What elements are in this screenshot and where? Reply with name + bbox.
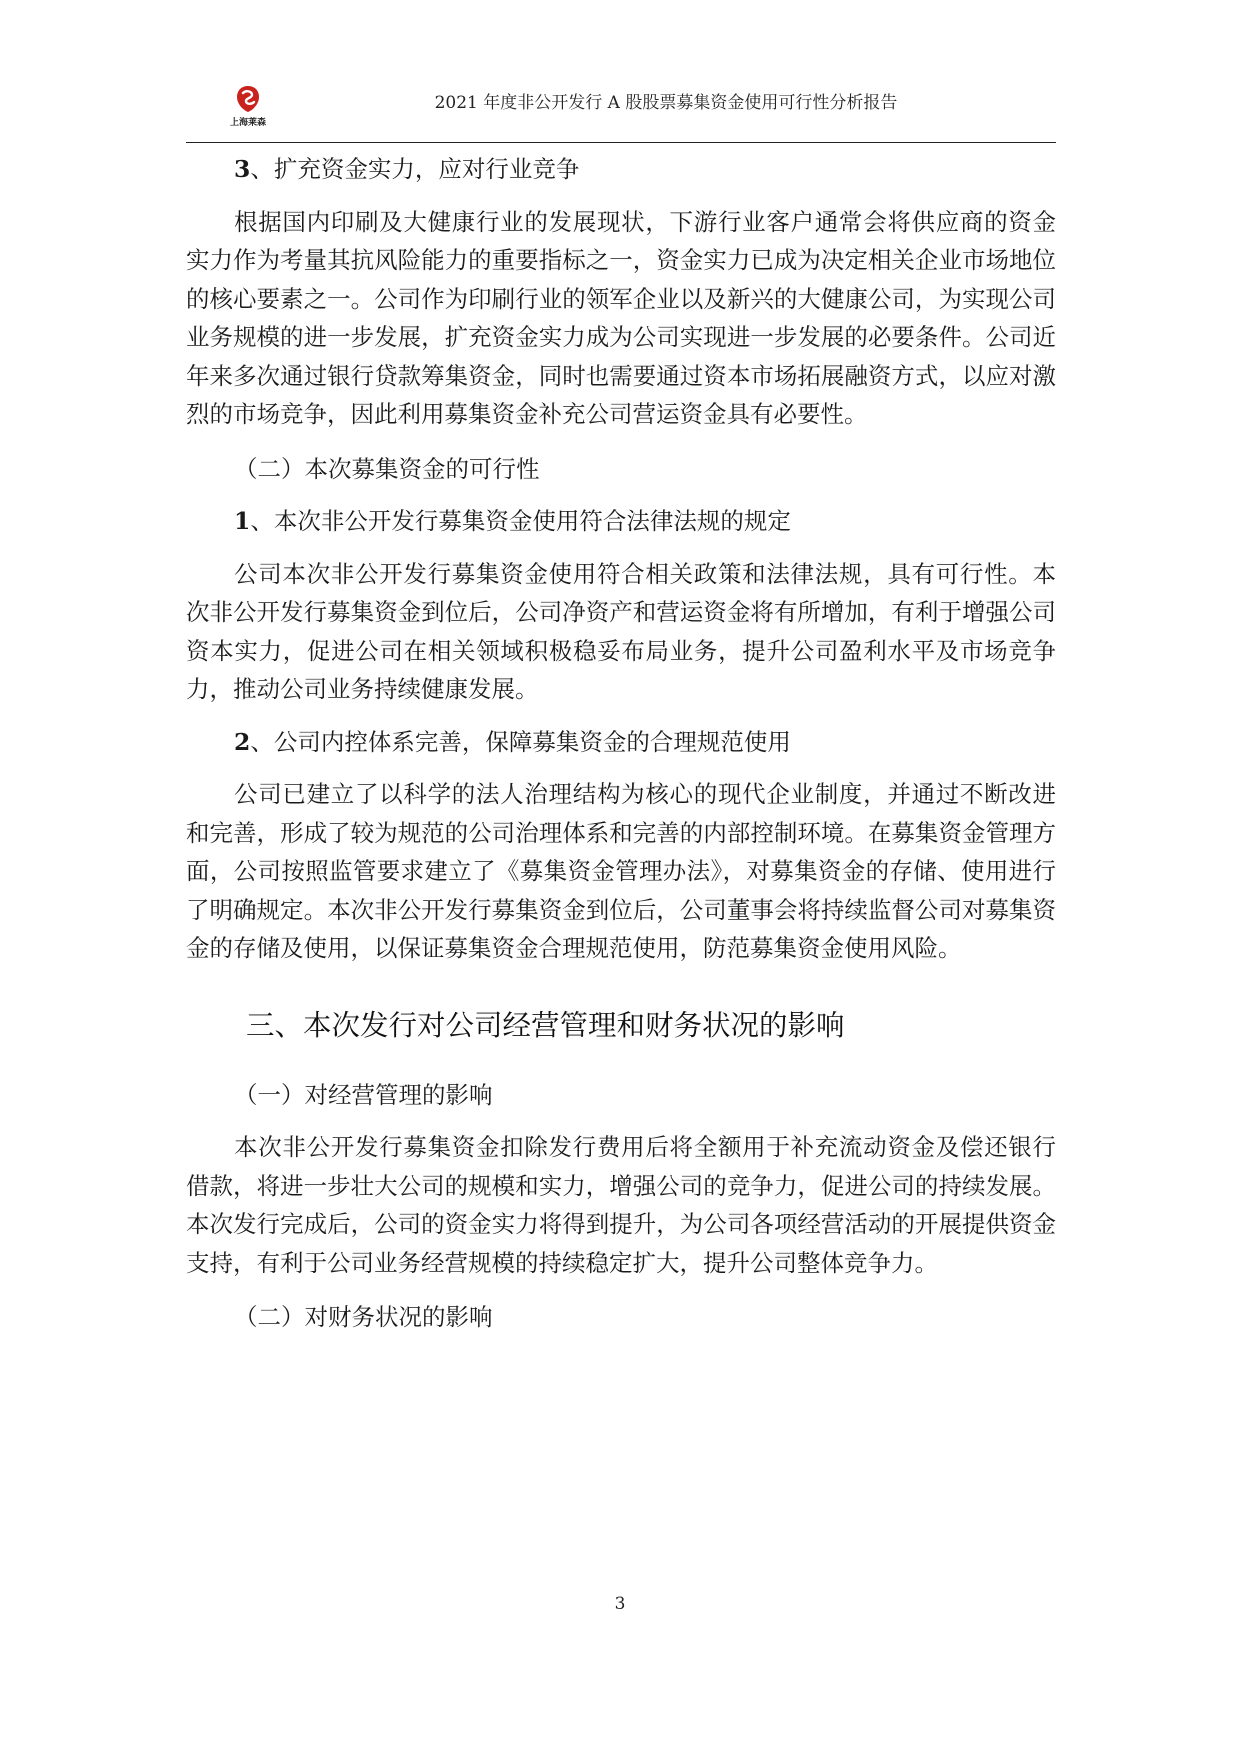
subsection-heading-operations: （一）对经营管理的影响 xyxy=(234,1080,493,1109)
section-title: 、扩充资金实力，应对行业竞争 xyxy=(250,155,580,183)
company-logo xyxy=(226,84,270,138)
section-number: 3 xyxy=(234,155,251,183)
item-number: 2 xyxy=(234,727,251,756)
item-2-paragraph: 公司已建立了以科学的法人治理结构为核心的现代企业制度，并通过不断改进和完善，形成了较为规范的公司治理体系和完善的内部控制环境。在募集资金管理方面，公司按照监管要求建立了《募集资金管理办法》，对募集资金的存储、使用进行了明确规定。本次非公开发行募集资金到位后，公司董事会将持续监督公司对募集资金的存储及使用，以保证募集资金合理规范使用，防范募集资金使用风险。 xyxy=(186,780,1056,962)
operations-paragraph: 本次非公开发行募集资金扣除发行费用后将全额用于补充流动资金及偿还银行借款，将进一步壮大公司的规模和实力，增强公司的竞争力，促进公司的持续发展。本次发行完成后，公司的资金实力将得到提升，为公司各项经营活动的开展提供资金支持，有利于公司业务经营规模的持续稳定扩大，提升公司整体竞争力。 xyxy=(186,1133,1056,1277)
page-number: 3 xyxy=(614,1594,626,1614)
chapter-heading-3: 三、本次发行对公司经营管理和财务状况的影响 xyxy=(246,1008,845,1042)
item-1-paragraph: 公司本次非公开发行募集资金使用符合相关政策和法律法规，具有可行性。本次非公开发行募集资金到位后，公司净资产和营运资金将有所增加，有利于增强公司资本实力，促进公司在相关领域积极稳妥布局业务，提升公司盈利水平及市场竞争力，推动公司业务持续健康发展。 xyxy=(186,559,1056,703)
item-number: 1 xyxy=(234,507,251,535)
item-title: 、本次非公开发行募集资金使用符合法律法规的规定 xyxy=(250,507,791,535)
subsection-heading-feasibility: （二）本次募集资金的可行性 xyxy=(234,454,540,483)
document-title: 2021 年度非公开发行 A 股股票募集资金使用可行性分析报告 xyxy=(434,93,898,113)
item-heading-2 xyxy=(186,723,1056,762)
logo-text: 上海莱森 xyxy=(229,118,266,128)
section-heading-3 xyxy=(186,150,1056,189)
subsection-heading-finance: （二）对财务状况的影响 xyxy=(234,1303,493,1331)
company-logo-icon xyxy=(235,84,261,114)
item-heading-1 xyxy=(186,502,1056,541)
page-body xyxy=(186,150,1056,1337)
item-title: 、公司内控体系完善，保障募集资金的合理规范使用 xyxy=(250,727,791,756)
page-header xyxy=(186,78,1056,143)
section-3-paragraph: 根据国内印刷及大健康行业的发展现状，下游行业客户通常会将供应商的资金实力作为考量其抗风险能力的重要指标之一，资金实力已成为决定相关企业市场地位的核心要素之一。公司作为印刷行业的领军企业以及新兴的大健康公司，为实现公司业务规模的进一步发展，扩充资金实力成为公司实现进一步发展的必要条件。公司近年来多次通过银行贷款筹集资金，同时也需要通过资本市场拓展融资方式，以应对激烈的市场竞争，因此利用募集资金补充公司营运资金具有必要性。 xyxy=(186,207,1056,428)
